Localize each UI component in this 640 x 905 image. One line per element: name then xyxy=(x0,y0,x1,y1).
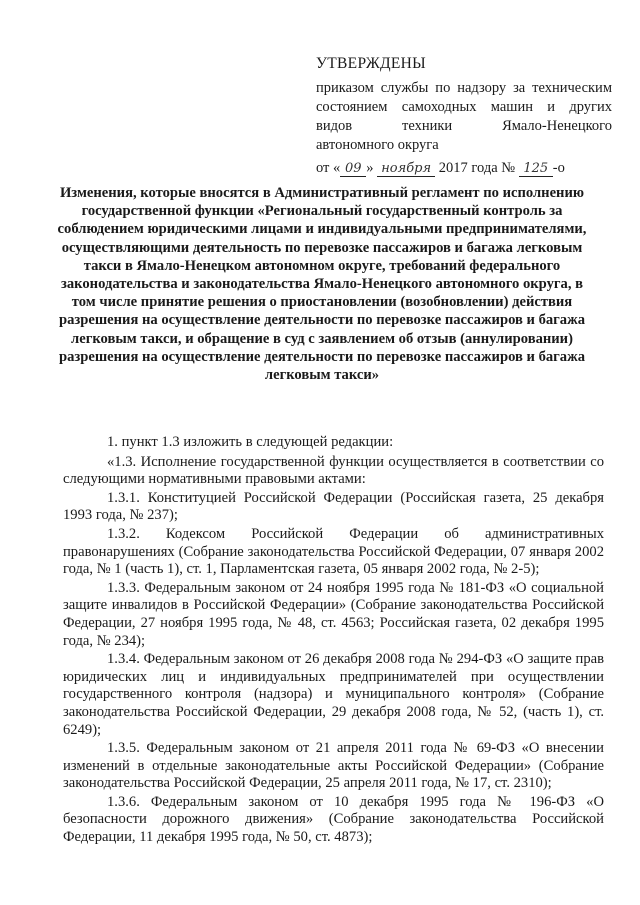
paragraph-1-3-2: 1.3.2. Кодексом Российской Федерации об административных правонарушениях (Собрание законодательства Российской Федерации, 07 января 2002 года, № 1 (часть 1), ст. 1, Парламентская газета, 05 января 2002 года, № 2-5); xyxy=(63,525,604,578)
approval-line-1: приказом службы по надзору за техническим xyxy=(316,80,612,96)
paragraph-item-1: 1. пункт 1.3 изложить в следующей редакции: xyxy=(107,434,394,450)
date-prefix: от « xyxy=(316,160,341,176)
paragraph-1-3-5: 1.3.5. Федеральным законом от 21 апреля 2011 года № 69-ФЗ «О внесении изменений в отдельные законодательные акты Российской Федерации» (Собрание законодательства Российской Федерации, 25 апреля 2011 года, № 17, ст. 2310); xyxy=(63,740,604,792)
handwritten-month: ноября xyxy=(377,162,435,177)
approval-line-2: состоянием самоходных машин и других xyxy=(316,99,612,115)
paragraph-1-3-4: 1.3.4. Федеральным законом от 26 декабря 2008 года № 294-ФЗ «О защите прав юридических лиц и индивидуальных предпринимателей при осуществлении государственного контроля (надзора) и муниципального контроля» (Собрание законодательства Российской Федерации, 29 декабря 2008 года, № 52, (часть 1), ст. 6249); xyxy=(63,651,604,738)
date-mid: » xyxy=(366,160,374,176)
approval-heading: УТВЕРЖДЕНЫ xyxy=(316,55,426,72)
approval-line-3: видов техники Ямало-Ненецкого xyxy=(316,118,612,134)
date-year: 2017 года № xyxy=(438,160,516,176)
paragraph-1-3-1: 1.3.1. Конституцией Российской Федерации (Российская газета, 25 декабря 1993 года, № 237); xyxy=(63,489,604,524)
approval-date-line xyxy=(316,159,612,178)
handwritten-day: 09 xyxy=(340,162,366,177)
approval-block xyxy=(316,54,612,178)
approval-line-4: автономного округа xyxy=(316,137,439,153)
number-suffix: -о xyxy=(552,160,565,176)
paragraph-1-3-3: 1.3.3. Федеральным законом от 24 ноября 1995 года № 181-ФЗ «О социальной защите инвалидов в Российской Федерации» (Собрание законодательства Российской Федерации, 27 ноября 1995 года, № 48, ст. 4563; Российская газета, 02 декабря 1995 года, № 234); xyxy=(63,579,604,649)
document-body xyxy=(63,434,604,848)
paragraph-1-3: «1.3. Исполнение государственной функции осуществляется в соответствии со следующими нормативными правовыми актами: xyxy=(63,453,604,488)
handwritten-number: 125 xyxy=(519,162,553,177)
document-title: Изменения, которые вносятся в Административный регламент по исполнению государственной функции «Региональный государственный контроль за соблюдением юридическими лицами и индивидуальными предпринимателями, осуществляющими деятельность по перевозке пассажиров и багажа легковым такси в Ямало-Ненецком автономном округе, требований федерального законодательства и законодательства Ямало-Ненецкого автономного округа, в том числе принятие решения о приостановлении (возобновлении) действия разрешения на осуществление деятельности по перевозке пассажиров и багажа легковым такси, и обращение в суд с заявлением об отзыв (аннулировании) разрешения на осуществление деятельности по перевозке пассажиров и багажа легковым такси» xyxy=(57,185,587,384)
paragraph-1-3-6: 1.3.6. Федеральным законом от 10 декабря 1995 года № 196-ФЗ «О безопасности дорожного движения» (Собрание законодательства Российской Федерации, 11 декабря 1995 года, № 50, ст. 4873); xyxy=(63,793,604,846)
